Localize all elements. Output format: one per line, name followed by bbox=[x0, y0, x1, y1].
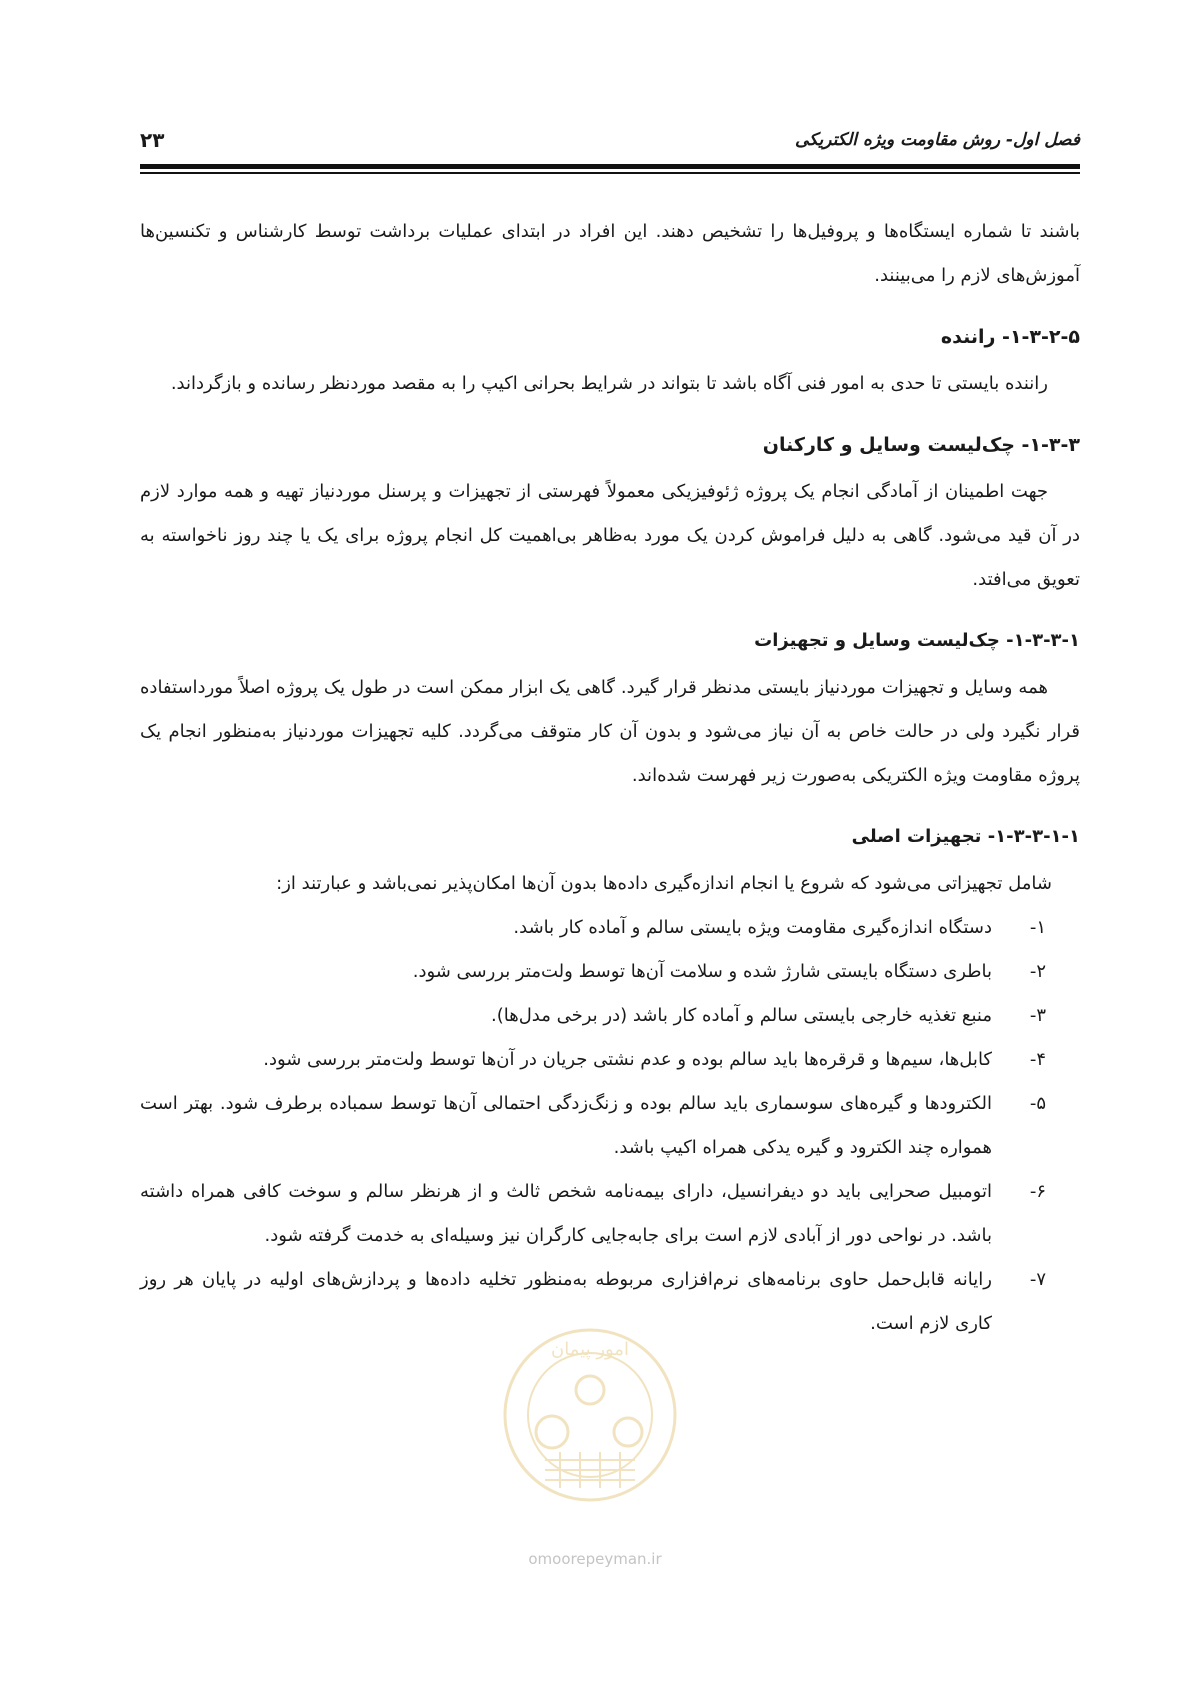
watermark-url: omoorepeyman.ir bbox=[528, 1550, 662, 1568]
section-heading-checklist: ۱-۳-۳- چک‌لیست وسایل و کارکنان bbox=[762, 434, 1080, 456]
list-item-number: ۴- bbox=[1029, 1049, 1046, 1070]
list-item-text: کابل‌ها، سیم‌ها و قرقره‌ها باید سالم بوده و عدم نشتی جریان در آن‌ها توسط ولت‌متر بررسی شود. bbox=[263, 1049, 992, 1070]
list-item-number: ۳- bbox=[1029, 1005, 1046, 1026]
section-heading-equipment: ۱-۳-۳-۱- چک‌لیست وسایل و تجهیزات bbox=[754, 630, 1080, 651]
list-item bbox=[140, 950, 1080, 994]
watermark-gear-icon bbox=[576, 1376, 604, 1404]
paragraph-checklist: جهت اطمینان از آمادگی انجام یک پروژه ژئوفیزیکی معمولاً فهرستی از تجهیزات و پرسنل موردنیاز تهیه و همه موارد لازم در آن قید می‌شود. گاهی به دلیل فراموش کردن یک مورد به‌ظاهر بی‌اهمیت کل انجام پروژه برای یک یا چند روز ناخواسته به تعویق می‌افتد. bbox=[140, 481, 1080, 590]
watermark-inner-ring bbox=[528, 1353, 652, 1477]
list-item-text: باطری دستگاه بایستی شارژ شده و سلامت آن‌ها توسط ولت‌متر بررسی شود. bbox=[412, 961, 992, 982]
list-item bbox=[140, 994, 1080, 1038]
list-item-text: رایانه قابل‌حمل حاوی برنامه‌های نرم‌افزاری مربوطه به‌منظور تخلیه داده‌ها و پردازش‌های اولیه در پایان هر روز کاری لازم است. bbox=[140, 1269, 992, 1334]
paragraph-driver: راننده بایستی تا حدی به امور فنی آگاه باشد تا بتواند در شرایط بحرانی اکیپ را به مقصد موردنظر رسانده و بازگرداند. bbox=[170, 373, 1048, 394]
watermark-scale-icon bbox=[536, 1416, 568, 1448]
list-item bbox=[140, 1082, 1080, 1170]
list-item-text: الکترودها و گیره‌های سوسماری باید سالم بوده و زنگ‌زدگی احتمالی آن‌ها توسط سمباده برطرف شود. بهتر است همواره چند الکترود و گیره یدکی همراه اکیپ باشد. bbox=[140, 1093, 992, 1158]
paragraph-continued: باشند تا شماره ایستگاه‌ها و پروفیل‌ها را تشخیص دهند. این افراد در ابتدای عملیات برداشت توسط کارشناس و تکنسین‌ها آموزش‌های لازم را می‌بینند. bbox=[140, 221, 1080, 286]
body-content bbox=[140, 210, 1080, 1346]
page-number: ۲۳ bbox=[140, 128, 165, 152]
paragraph-main-intro: شامل تجهیزاتی می‌شود که شروع یا انجام اندازه‌گیری داده‌ها بدون آن‌ها امکان‌پذیر نمی‌باشد و عبارتند از: bbox=[276, 873, 1052, 894]
list-item-number: ۱- bbox=[1029, 917, 1046, 938]
equipment-list bbox=[140, 906, 1080, 1346]
list-item-number: ۷- bbox=[1029, 1269, 1046, 1290]
section-heading-driver: ۱-۳-۲-۵- راننده bbox=[940, 326, 1080, 348]
list-item-text: دستگاه اندازه‌گیری مقاومت ویژه بایستی سالم و آماده کار باشد. bbox=[513, 917, 992, 938]
header-rule-thin bbox=[140, 172, 1080, 174]
list-item bbox=[140, 906, 1080, 950]
section-heading-main-equipment: ۱-۳-۳-۱-۱- تجهیزات اصلی bbox=[851, 826, 1080, 847]
paragraph-equipment: همه وسایل و تجهیزات موردنیاز بایستی مدنظر قرار گیرد. گاهی یک ابزار ممکن است در طول یک پروژه اصلاً مورداستفاده قرار نگیرد ولی در حالت خاص به آن نیاز می‌شود و بدون آن کار متوقف می‌گردد. کلیه تجهیزات موردنیاز به‌منظور انجام یک پروژه مقاومت ویژه الکتریکی به‌صورت زیر فهرست شده‌اند. bbox=[140, 677, 1080, 786]
watermark-grid-icon bbox=[545, 1452, 635, 1488]
list-item-number: ۲- bbox=[1029, 961, 1046, 982]
list-item-number: ۵- bbox=[1029, 1093, 1046, 1114]
watermark-logo-text: امور پیمان bbox=[551, 1339, 629, 1360]
chapter-title: فصل اول- روش مقاومت ویژه الکتریکی bbox=[794, 130, 1080, 150]
list-item-number: ۶- bbox=[1029, 1181, 1046, 1202]
list-item-text: اتومبیل صحرایی باید دو دیفرانسیل، دارای بیمه‌نامه شخص ثالث و از هرنظر سالم و سوخت کافی همراه داشته باشد. در نواحی دور از آبادی لازم است برای جابه‌جایی کارگران نیز وسیله‌ای به خدمت گرفته شود. bbox=[140, 1181, 992, 1246]
watermark-logo bbox=[490, 1320, 690, 1510]
header-rule-thick bbox=[140, 164, 1080, 169]
list-item bbox=[140, 1038, 1080, 1082]
watermark-tool-icon bbox=[614, 1418, 642, 1446]
list-item bbox=[140, 1170, 1080, 1258]
running-header bbox=[140, 124, 1080, 160]
list-item-text: منبع تغذیه خارجی بایستی سالم و آماده کار باشد (در برخی مدل‌ها). bbox=[490, 1005, 992, 1026]
